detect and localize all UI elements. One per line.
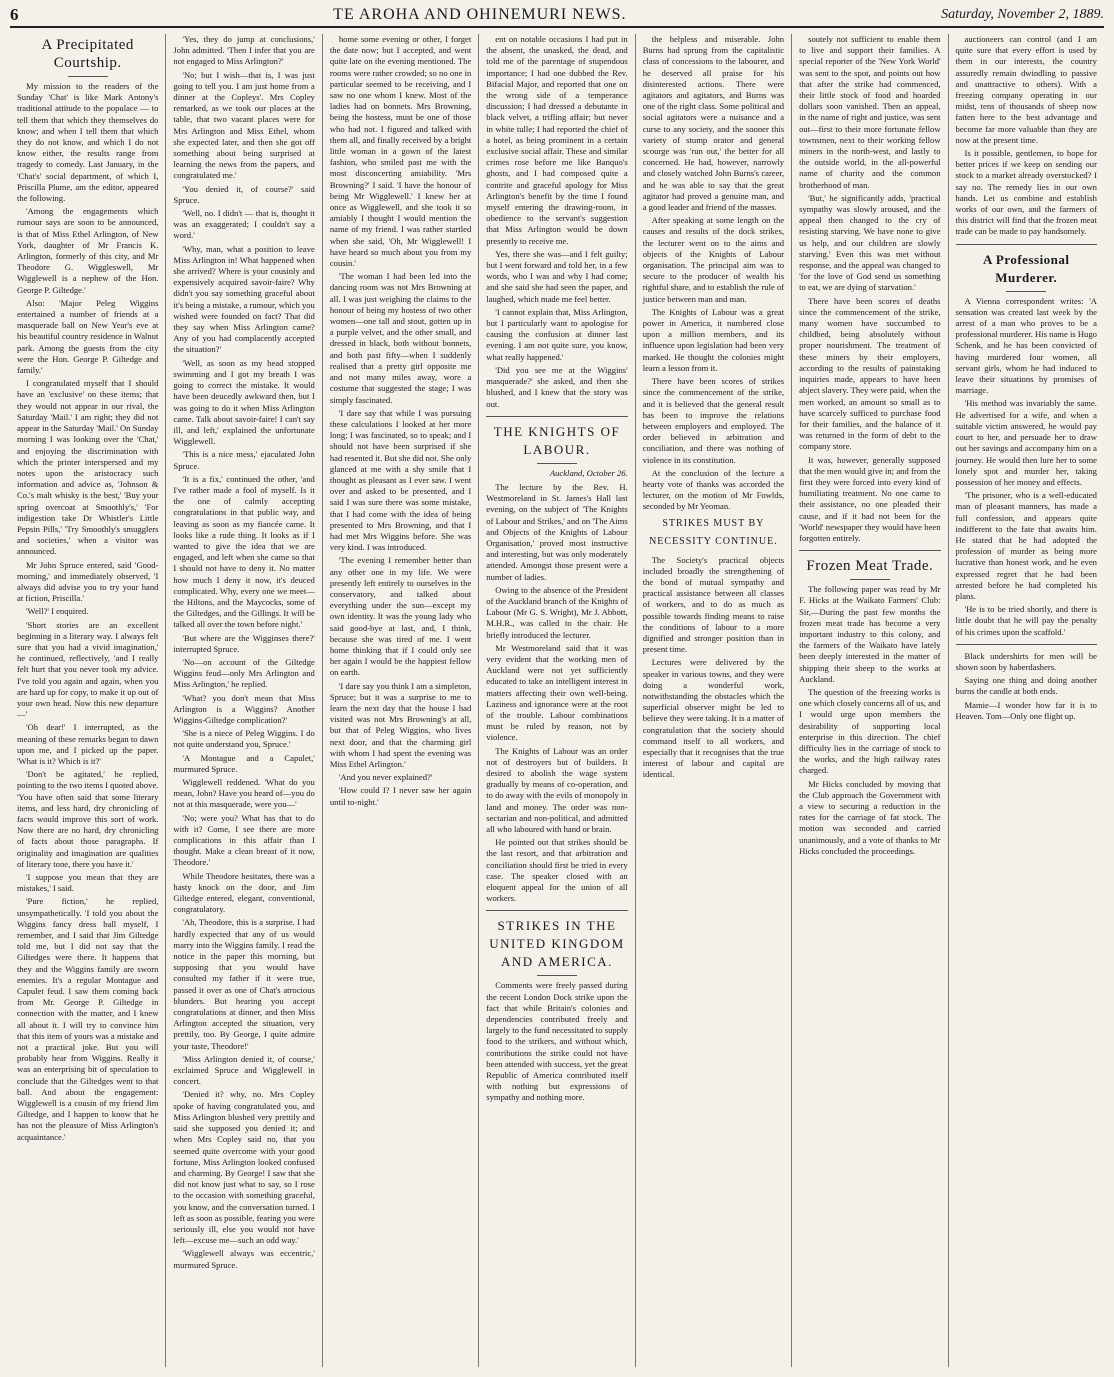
paragraph: 'Did you see me at the Wiggins' masquerade?' she asked, and then she blushed, and I knew that the story was out.	[486, 364, 628, 409]
paragraph: A Vienna correspondent writes: 'A sensation was created last week by the arrest of a man who proves to be a professional murderer. His name is Hugo Schenk, and he has been convicted of having murdered four women, all servant girls, whom he had induced to leave their situations by promises of marriage.	[955, 295, 1097, 396]
paragraph: 'Denied it? why, no. Mrs Copley spoke of having congratulated you, and Miss Arlington blushed very prettily and said she supposed you denied it; and when Mrs Copley said no, that you seemed quite overcome with your good fortune, Miss Arlington looked confused and charming. By George! I saw that she did not know just what to say, so I rose to the occasion with something graceful, you know, and the conversation turned. I left as soon as possible, fearing you were seriously ill, else you would not have left—excuse me—such an odd way.'	[173, 1089, 315, 1246]
column-1	[10, 34, 166, 1367]
paragraph: Saying one thing and doing another burns the candle at both ends.	[955, 675, 1097, 697]
paragraph: 'The prisoner, who is a well-educated man of pleasant manners, has made a full confession, and appears quite indifferent to the fate that awaits him. He stated that he had adopted the profession of murder as being more lucrative than honest work, and he even expressed regret that he had been arrested before he had completed his plans.	[955, 490, 1097, 601]
paragraph: The lecture by the Rev. H. Westmoreland in St. James's Hall last evening, on the subject of 'The Knights of Labour and Strikes,' and on 'The Aims and Objects of the Knights of Labour Organisation,' proved most instructive and interesting, but was only moderately attended. Amongst those present were a number of ladies.	[486, 481, 628, 582]
paragraph: Mr Westmoreland said that it was very evident that the working men of Auckland were not yet sufficiently educated to take an intelligent interest in matters affecting their own well-being. Laziness and ignorance were at the root of the trouble. Labour combinations must be ruled by reason, not by violence.	[486, 642, 628, 743]
paragraph: 'No; were you? What has that to do with it? Come, I see there are more complications in this affair than I thought. Make a clean breast of it now, Theodore.'	[173, 812, 315, 868]
paragraph: 'And you never explained?'	[338, 772, 433, 783]
paragraph: 'I dare say that while I was pursuing these calculations I looked at her more long; I was fascinated, so to speak; and I should not have been surprised if she had resented it. But she did not. She only glanced at me with a shy smile that I thought as pleasant as I ever saw. I went over and asked to be presented, and I said I was sure there was some mistake, that I had come with the idea of being presented to Mrs Browning, and that I had met Mrs Wiggins before. She was very kind. I was introduced.	[329, 407, 472, 553]
story-subheadline-strikes-continue: STRIKES MUST BY NECESSITY CONTINUE.	[649, 517, 778, 547]
story-body	[330, 34, 471, 808]
paragraph: 'No—on account of the Giltedge Wiggins feud—only Mrs Arlington and Miss Arlington,' he replied.	[173, 656, 315, 690]
paragraph: Mr Hicks concluded by moving that the Club approach the Government with a view to securing a reduction in the rates for the carriage of fat stock. The motion was seconded and carried unanimously, and a vote of thanks to Mr Hicks concluded the proceedings.	[799, 778, 941, 856]
headline-rule	[1006, 291, 1046, 292]
story-body	[799, 584, 940, 857]
story-body	[956, 34, 1097, 238]
story-body	[486, 34, 627, 410]
paragraph: 'Oh dear!' I interrupted, as the meaning of these remarks began to dawn upon me, and I picked up the paper. 'What is it? Which is it?'	[17, 722, 159, 766]
paragraph: 'You denied it, of course?' said Spruce.	[173, 183, 315, 205]
story-body	[17, 81, 158, 1143]
column-2	[166, 34, 322, 1367]
headline-rule	[68, 76, 108, 77]
paragraph: Lectures were delivered by the speaker in various towns, and they were doing a wonderful work, notwithstanding the obstacles which the superficial observer might be led to believe they were taking. It is a matter of congratulation that the society should command itself to all workers, and especially that it recognises that the true interest of labour and capital are identical.	[642, 657, 785, 780]
section-divider	[956, 644, 1097, 645]
column-4	[479, 34, 635, 1367]
paragraph: There have been scores of deaths since the commencement of the strike, many women have succumbed to childbed, being absolutely without proper nourishment. The treatment of these miners by their employers, according to the results of painstaking inquiries made, appears to have been abject slavery. They were paid, when the men worked, an amount so small as to have scarcely sufficed to purchase food for their families, and the balance of it was returned in the form of debt to the company store.	[799, 295, 941, 452]
story-headline-precipitated-courtship: A Precipitated Courtship.	[41, 37, 134, 71]
headline-rule	[537, 975, 577, 976]
story-body	[486, 482, 627, 905]
story-body	[643, 555, 784, 781]
paragraph: 'What? you don't mean that Miss Arlington is a Wiggins? Another Wiggins-Giltedge complication?'	[173, 692, 315, 725]
paragraph: After speaking at some length on the causes and results of the dock strikes, the lecturer went on to the aims and objects of the Knights of Labour organisation. The principal aim was to secure to the producer of wealth his rightful share, and to establish the rule of justice between man and man.	[642, 215, 785, 304]
paragraph: 'It is a fix,' continued the other, 'and I've rather made a fool of myself. Is it the one of calmly accepting congratulations in that public way, and leaving as soon as my fiancée came. It looks like a rude thing. It looks as if I wanted to give the idea that we are engaged, and left when she came so that I should not have to deny it. No matter how much I deny it now, it's deuced complicated. Why, every one we meet—the Hiltons, and the Maycocks, some of the Giltedges, and the Gillings. It will be talked all over the town before night.'	[173, 473, 315, 630]
paragraph: Comments were freely passed during the recent London Dock strike upon the fact that while Britain's colonies and dependencies contributed freely and largely to the fund necessitated to supply food to the strikers, and without which, contributions the strike could not have been attended with success, yet the great Republic of America contributed itself with nothing but expressions of sympathy and nothing more.	[486, 980, 628, 1103]
paragraph: 'This is a nice mess,' ejaculated John Spruce.	[173, 449, 315, 471]
column-5	[636, 34, 792, 1367]
paragraph: 'His method was invariably the same. He advertised for a wife, and when a suitable victim answered, he would pay court to her, and persuade her to draw out her savings and accompany him on a journey. He would then lure her to some lonely spot and murder her, taking possession of her money and effects.	[955, 398, 1097, 487]
page-number: 6	[10, 5, 19, 24]
paragraph: Mr John Spruce entered, said 'Good-morning,' and immediately observed, 'I always did advise you to try your hand at fiction, Priscilla.'	[17, 559, 159, 604]
section-divider	[799, 550, 940, 551]
paragraph: My mission to the readers of the Sunday 'Chat' is like Mark Antony's traditional attitude to the populace — to tell them that which they themselves do know; and when I tell them that which they do not know, and which I do not know either, the results range from tragedy to comedy. Last January, in the 'Chat's' social department, of which I, Priscilla Plume, am the editor, appeared the following.	[17, 81, 159, 204]
paragraph: auctioneers can control (and I am quite sure that every effort is used by them in our interests, the country assuredly remain dwindling to passive and unattractive to others). With a freezing company operating in our midst, tens of thousands of sheep now fatten here to the best advantage and become far more valuable than they are now at the present time.	[955, 34, 1097, 145]
paragraph: It was, however, generally supposed that the men would give in; and from the first they were forced into every kind of humiliating treatment. No one came to their assistance, no one pleaded their cause, and if it had not been for the 'World' newspaper they would have been forgotten entirely.	[799, 454, 941, 543]
paragraph: 'Short stories are an excellent beginning in a literary way. I always felt sure that you had a vivid imagination,' he continued, reflectively, 'and I really felt hurt that you never took my advice. I've told you again and again, when you are hard up for copy, to make it up out of your own head. Now this new departure —'	[17, 619, 159, 720]
story-headline-frozen-meat: Frozen Meat Trade.	[806, 558, 934, 575]
paragraph: soutely not sufficient to enable them to live and support their families. A special reporter of the 'New York World' was sent to the spot, and points out how that after the strike had commenced, their little stock of food and hoarded dollars soon vanished. Then an appeal, in the name of right and justice, was sent out—first to their more fortunate fellow townsmen, next to their working fellow miners in the north-west, and lastly to the outside world, in the all-powerful name of charity and the common brotherhood of man.	[799, 34, 941, 190]
newspaper-title: TE AROHA AND OHINEMURI NEWS.	[333, 6, 627, 23]
paragraph: 'How could I? I never saw her again until to-night.'	[329, 785, 472, 807]
paragraph: The Knights of Labour was an order not of destroyers but of builders. It desired to abolish the wage system gradually by means of co-operation, and to do away with the evils of monopoly in land and money. The order was non-sectarian and non-political, and admitted all who laboured with hand or brain.	[486, 745, 628, 834]
paragraph: ent on notable occasions I had put in the absent, the unasked, the dead, and told me of the parentage of stupendous importance; I had one dubbed the Rev. Bifacial Major, and reported that one on the wrong side of a temperance discussion; I had dressed a debutante in black velvet, a trifling affair; but never in white tulle; I had reported the chief of a hotel, as being prominent in a certain exclusive social affair. These and similar crimes rose before me like Banquo's ghosts, and I had composed quite a contrite and graceful apology for Miss Arlington's benefit by the time I found myself entering the drawing-room, in obedience to the servant's suggestion that Miss Arlington would be down presently to receive me.	[486, 34, 628, 246]
paragraph: I congratulated myself that I should have an 'exclusive' on these items; that they would not appear in our rival, the Saturday 'Mail.' I am right; they did not appear in the Saturday 'Mail.' On Sunday morning I was looking over the 'Chat,' and enjoying the discrimination with which the printer interspersed and my notes upon the aristocracy such information and advice as, 'Johnson & Co.'s malt whisky is the best,' 'Buy your spring overcoat at Smoothly's,' 'For indigestion take Dr Whistler's Little Pepsin Pills,' 'Try Smoothly's smugglers and societies,' when a visitor was announced.	[17, 378, 159, 557]
column-6	[792, 34, 948, 1367]
section-divider	[956, 244, 1097, 245]
column-7	[949, 34, 1104, 1367]
paragraph: 'Well, no. I didn't — that is, thought it was an exaggerated; I couldn't say a word.'	[173, 208, 315, 241]
paragraph: home some evening or other, I forget the date now; but I accepted, and went quite late on the evening mentioned. The rooms were rather crowded; so no one in particular seemed to be receiving, and I saw no one whom I knew. Most of the ladies had on bonnets. Mrs Browning, being the hostess, must be one of those who had not. I figured and talked with them all, and finally received by a bright little woman in a gown of the latest fashion, who smiled past me with the most disconcerting amiability. 'Mrs Browning?' I said. 'I have the honour of being Mr Wigglewell.' I knew her at once as Wigglewell, and she took it so amiably I thought I would mention the name of my friend. I was rather startled when she said, 'Oh, Mr Wigglewell! I have heard so much about you from my cousin.'	[329, 34, 472, 269]
paragraph: 'The evening I remember better than any other one in my life. We were presently left entirely to ourselves in the conservatory, and talked about everything under the sun—except my own identity. It was the young lady who said good-bye at last, and, I think, because she was tired of me. I went home thinking that if I could only see her again I would be the happiest fellow on earth.	[329, 555, 472, 678]
paragraph: Is it possible, gentlemen, to hope for better prices if we keep on sending our stock to a market already overstocked? I say no. The remedy lies in our own hands. Let us combine and establish works of our own, and the farmers of this district will find that the frozen meat trade can be made to pay handsomely.	[955, 148, 1097, 237]
paragraph: 'Well?' I enquired.	[26, 606, 89, 617]
issue-date: Saturday, November 2, 1889.	[941, 7, 1104, 22]
story-body	[643, 34, 784, 513]
filler-items	[956, 651, 1097, 722]
paragraph: The following paper was read by Mr F. Hicks at the Waikato Farmers' Club: Sir,—During the past few months the frozen meat trade has become a very important industry to this colony, and the farmers of the Waikato have lately been deeply interested in the matter of shipping their sheep to the works at Auckland.	[799, 584, 941, 684]
paragraph: 'I cannot explain that, Miss Arlington, but I particularly want to apologise for causing the confusion at dinner last evening. I am not quite sure, you know, what really happened.'	[486, 306, 628, 362]
story-body	[486, 980, 627, 1103]
paragraph: While Theodore hesitates, there was a hasty knock on the door, and Jim Giltedge entered, elegant, conventional, congratulatory.	[173, 870, 315, 915]
story-body	[956, 296, 1097, 638]
headline-rule	[537, 463, 577, 464]
paragraph: 'He is to be tried shortly, and there is little doubt that he will pay the penalty of his crimes upon the scaffold.'	[955, 604, 1097, 637]
paragraph: 'Ah, Theodore, this is a surprise. I had hardly expected that any of us would marry into the Wiggins family. I read the notice in the paper this morning, but supposing that you would have consulted my father if it were true, passed it over as one of Chat's atrocious blunders. But hearing you accept congratulations at dinner, and then Miss Arlington accepted the situation, very prettily, too. By George, I quite admire your taste, Theodore!'	[173, 917, 315, 1051]
paragraph: 'Among the engagements which rumour says are soon to be announced, is that of Miss Ethel Arlington, of New York, daughter of Mr Francis K. Arlington, formerly of this city, and Mr Theodore G. Wiggleswell, Mr Wigglewell is a nephew of the Hon. George P. Giltedge.'	[17, 206, 159, 295]
paragraph: 'I suppose you mean that they are mistakes,' I said.	[17, 872, 159, 894]
paragraph: The Knights of Labour was a great power in America, it numbered close upon a million members, and its influence upon legislation had been very marked. He thought the colonies might learn a lesson from it.	[642, 306, 785, 373]
paragraph: The Society's practical objects included broadly the strengthening of the bond of mutual sympathy and practical assistance between all classes of workers, and to do as much as possible towards finding means to raise the conditions of labour to a more dignified and stronger position than in present time.	[642, 554, 785, 655]
paragraph: 'Miss Arlington denied it, of course,' exclaimed Spruce and Wigglewell in concert.	[173, 1053, 315, 1087]
paragraph: 'The woman I had been led into the dancing room was not Mrs Browning at all. I was just weighing the claims to the honour of being my hostess of two other women—one tall and stout, gotten up in a purple velvet, and the other small, and dressed in black, both without bonnets, and both past fifty—when I suddenly realised that a pretty girl opposite me and not many miles away, wore a costume that suggested the stage; I was simply fascinated.	[329, 271, 472, 405]
paragraph: 'But,' he significantly adds, 'practical sympathy was slowly aroused, and the appeal then changed to the cry of resisting starving. We have none to give us help, and our children are slowly starving.' Even this was met without response, and the appeal was changed to 'for the love of God send us something to eat, we are dying of starvation.'	[799, 192, 941, 293]
section-divider	[486, 910, 627, 911]
paragraph: 'But where are the Wigginses there?' interrupted Spruce.	[173, 632, 315, 654]
paragraph: 'She is a niece of Peleg Wiggins. I do not quite understand you, Spruce.'	[173, 728, 315, 750]
paragraph: Owing to the absence of the President of the Auckland branch of the Knights of Labour (Mr G. S. Wright), Mr J. Abbott, M.H.R., was called to the chair. He briefly introduced the lecturer.	[486, 584, 628, 640]
story-headline-strikes: STRIKES IN THE UNITED KINGDOM AND AMERICA.	[489, 918, 625, 970]
columns	[10, 34, 1104, 1367]
paragraph: 'Well, as soon as my head stopped swimming and I got my breath I was going to correct the mistake. It would have been deucedly awkward then, but I was going to do it when Miss Arlington came. Talk about savoir-faire! I can't say ill, and left,' explained the unfortunate Wigglewell.	[173, 357, 315, 447]
headline-rule	[850, 579, 890, 580]
story-headline-knights-of-labour: THE KNIGHTS OF LABOUR.	[493, 423, 621, 457]
paragraph: Mamie—I wonder how far it is to Heaven. Tom—Only one flight up.	[955, 699, 1097, 721]
paragraph: Yes, there she was—and I felt guilty; but I went forward and told her, in a few words, who I was and why I had come; and she said she had seen the paper, and laughed, which made me feel better.	[486, 248, 628, 304]
paragraph: the helpless and miserable. John Burns had sprung from the capitalistic class of concessions to the labourer, and he deserved all praise for his disinterested actions. There were agitators and agitators, and Burns was one of the right class. Some political and social agitators were a nuisance and a curse to any society, and the sooner this variety of stump orator and general scourge was 'run out,' the better for all concerned. He had, however, narrowly and closely watched John Burns's career, and he was able to say that the great agitator had proved a genuine man, and a good leader and friend of the masses.	[642, 34, 785, 213]
paragraph: 'Why, man, what a position to leave Miss Arlington in! What happened when she arrived? Where is your cousinly and expensively acquired savoir-faire? Why didn't you say something graceful about it's being a mistake, a rumour, which you wished were founded on fact? That did they say when Miss Arlington came? Any of you had complacently accepted the situation?'	[173, 243, 315, 355]
paragraph: 'Pure fiction,' he replied, unsympathetically. 'I told you about the Wiggins fancy dress ball myself, I remember, and I said that Jim Giltedge told me, but I did not say that the Giltedges were there. It happens that they and the Wiggins family are sworn enemies. It's a regular Montague and Capulet feud. I saw them coming back from Mr. George P. Giltedge in connection with the matter, and I knew all about it. I will try to convince him that this item of yours was a mistake and not a practical joke. But you will probably hear from Wiggins. Really it was an enterprising bit of speculation to conclude that the Giltedges went to that ball. And about the engagement: Wigglewell is a cousin of my friend Jim Giltedge, and I happen to know that he has not the pleasure of Miss Arlington's acquaintance.'	[17, 896, 159, 1142]
story-body	[173, 34, 314, 1271]
paragraph: He pointed out that strikes should be the last resort, and that arbitration and conciliation should first be tried in every case. The speaker closed with an eloquent appeal for the union of all workers.	[486, 837, 628, 904]
section-divider	[486, 416, 627, 417]
paragraph: 'Wigglewell always was eccentric,' murmured Spruce.	[173, 1248, 315, 1270]
column-3	[323, 34, 479, 1367]
paragraph: There have been scores of strikes since the commencement of the strike, and it is believed that the general result has been to improve the relations between employers and employed. The order believed in arbitration and conciliation, and there was nothing of violence in its constitution.	[642, 376, 785, 465]
paragraph: 'No; but I wish—that is, I was just going to tell you. I am just home from a dinner at the Copleys'. Mrs Copley remarked, as we took our places at the table, that two vacant places were for Mrs Arlington and Miss Ethel, whom she expected later, and then she got off something about being surprised at learning the news from the papers, and congratulated me.'	[173, 69, 315, 181]
paragraph: 'Don't be agitated,' he replied, pointing to the two items I quoted above. 'You have often said that some literary items, and less hard, dry chronicling of facts would improve this sort of work. Now there are no hard, dry chronicling of facts about those paragraphs. If originality and imagination are qualities of literary tone, there you have it.'	[17, 769, 159, 869]
paragraph: Also: 'Major Peleg Wiggins entertained a number of friends at a masquerade ball on New Year's eve at his beautiful country residence in Walnut park. Among the guests from the city were the Hon. George P. Giltedge and family.'	[17, 297, 159, 376]
paragraph: 'I dare say you think I am a simpleton, Spruce; but it was a surprise to me to learn the next day that the house I had visited was not Mrs Browning's at all, but that of Peleg Wiggins, who lives next door, and that the charming girl with whom I had spent the evening was Miss Ethel Arlington.'	[329, 680, 472, 769]
masthead	[10, 4, 1104, 28]
paragraph: 'Yes, they do jump at conclusions,' John admitted. 'Then I infer that you are not engaged to Miss Arlington?'	[173, 34, 315, 67]
story-body	[799, 34, 940, 544]
paragraph: Black undershirts for men will be shown soon by haberdashers.	[955, 650, 1097, 672]
paragraph: 'A Montague and a Capulet,' murmured Spruce.	[173, 752, 315, 774]
paragraph: At the conclusion of the lecture a hearty vote of thanks was accorded the lecturer, on the motion of Mr Fowlds, seconded by Mr Yeoman.	[642, 467, 785, 512]
dateline: Auckland, October 26.	[549, 467, 628, 478]
story-headline-professional-murderer: A Professional Murderer.	[982, 251, 1070, 285]
paragraph: Wigglewell reddened. 'What do you mean, John? Have you heard of—you do not at this masquerade, were you—'	[173, 777, 315, 810]
paragraph: The question of the freezing works is one which closely concerns all of us, and I would urge upon members the desirability of supporting local enterprise in this direction. The chief difficulty lies in the carriage of stock to the works, and the high railway rates charged.	[799, 686, 941, 776]
